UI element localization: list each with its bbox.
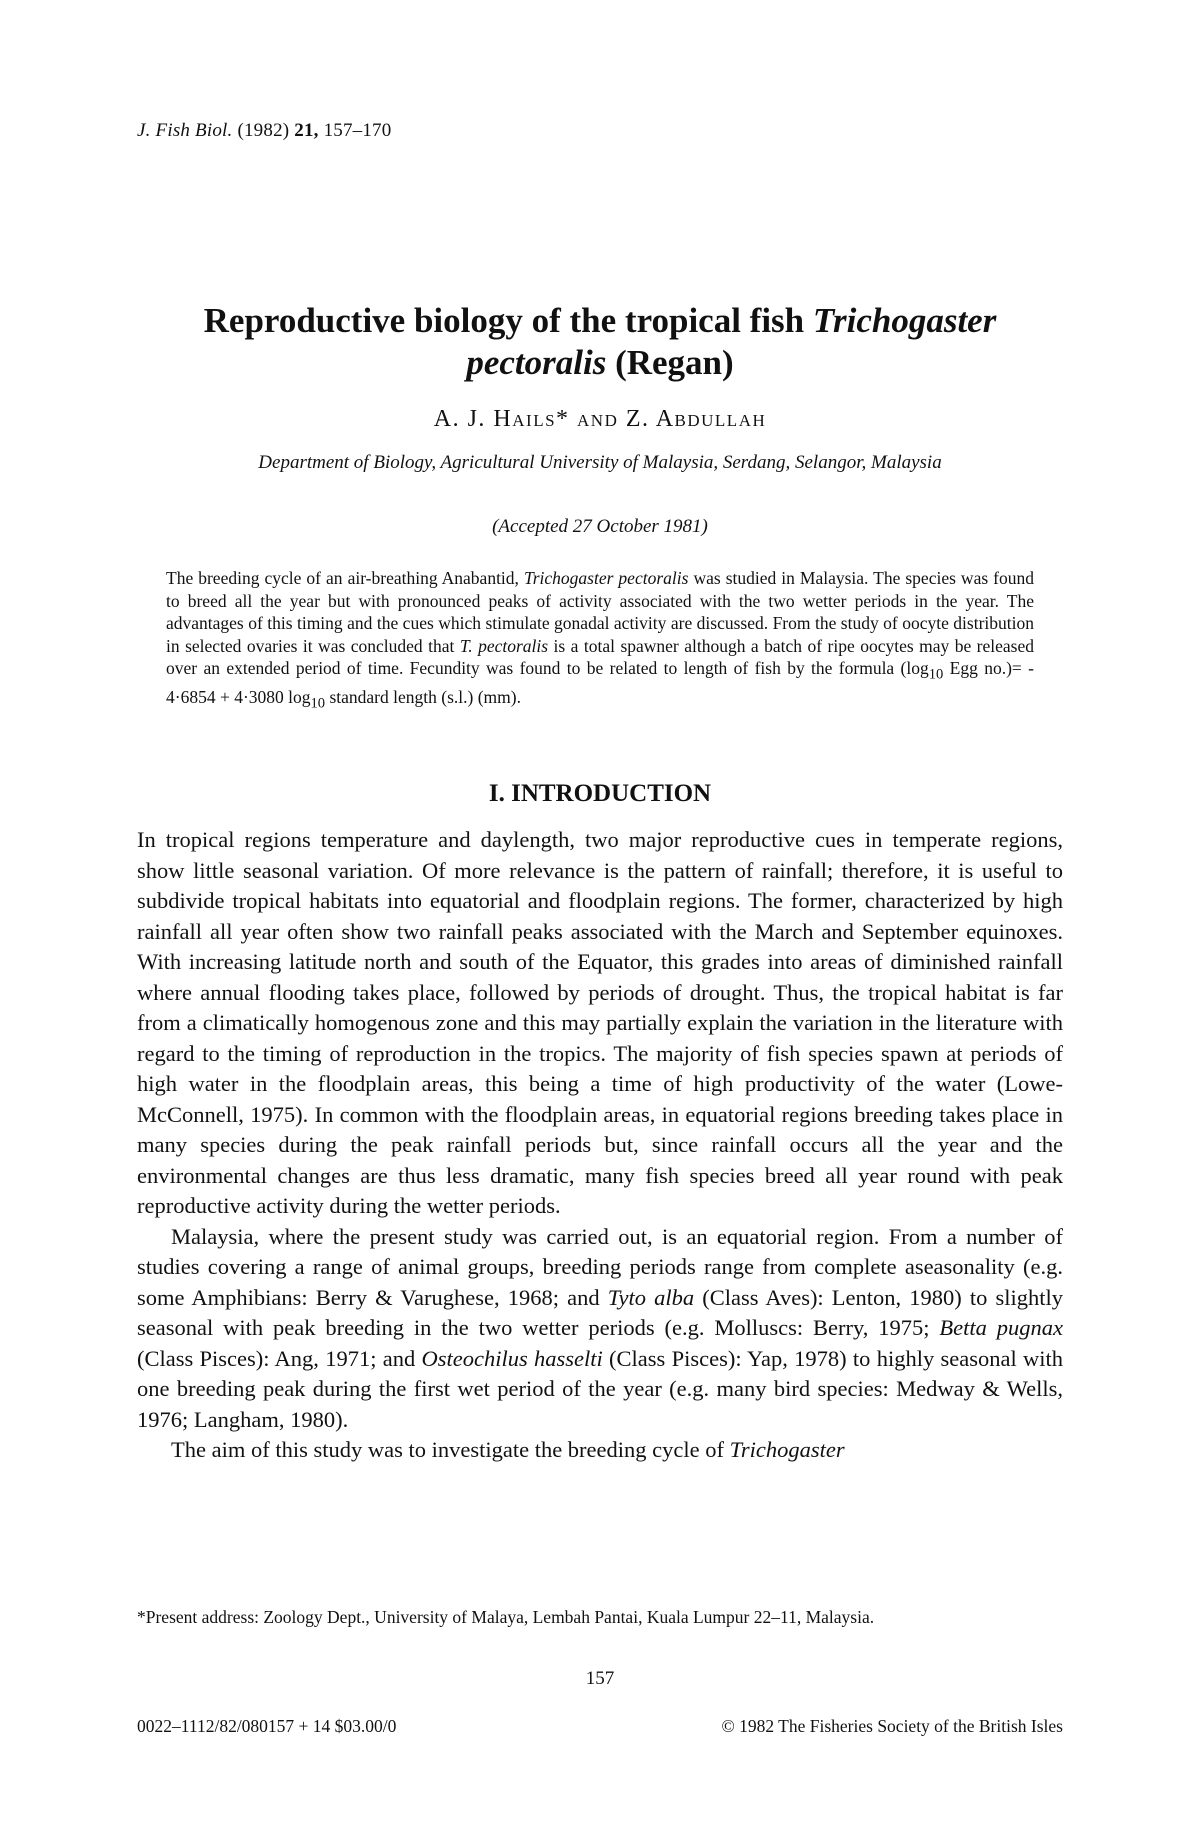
journal-name: J. Fish Biol. (137, 120, 233, 141)
footnote: *Present address: Zoology Dept., University of Malaya, Lembah Pantai, Kuala Lumpur 22–11, Malaysia. (137, 1607, 875, 1627)
paragraph-text: (Class Pisces): Yap, 1978) to highly seasonal with one breeding peak during the first wet period of the year (e.g. many bird species: Medway & Wells, 1976; Langham, 1980). (137, 1345, 1063, 1432)
paragraph: In tropical regions temperature and daylength, two major reproductive cues in temperate regions, show little seasonal variation. Of more relevance is the pattern of rainfall; therefore, it is useful to subdivide tropical habitats into equatorial and floodplain regions. The former, characterized by high rainfall all year often show two rainfall peaks associated with the March and September equinoxes. With increasing latitude north and south of the Equator, this grades into areas of diminished rainfall where annual flooding takes place, followed by periods of drought. Thus, the tropical habitat is far from a climatically homogenous zone and this may partially explain the variation in the literature with regard to the timing of reproduction in the tropics. The majority of fish species spawn at periods of high water in the floodplain areas, this being a time of high productivity of the water (Lowe-McConnell, 1975). In common with the floodplain areas, in equatorial regions breeding takes place in many species during the peak rainfall periods but, since rainfall occurs all the year and the environmental changes are thus less dramatic, many fish species breed all year round with peak reproductive activity during the wetter periods. (137, 827, 1063, 1218)
paragraph-text: (Class Pisces): Ang, 1971; and (137, 1345, 422, 1371)
abstract-species: Trichogaster pectoralis (523, 568, 689, 588)
authors: A. J. Hails* and Z. Abdullah (433, 406, 767, 432)
abstract (166, 567, 1034, 716)
log-subscript: 10 (310, 695, 326, 712)
affiliation: Department of Biology, Agricultural University of Malaysia, Serdang, Selangor, Malaysia (258, 452, 942, 473)
abstract-species: T. pectoralis (459, 635, 549, 656)
issn-code: 0022–1112/82/080157 + 14 $03.00/0 (137, 1716, 397, 1736)
abstract-text: is a total spawner although a batch of ripe oocytes may be released over an extended period of time. Fecundity was found to be related to length of fish by the formula (log (166, 635, 1034, 679)
species-name: Osteochilus hasselti (421, 1345, 603, 1371)
abstract-text: Egg no.)= - 4·6854 + 4·3080 log (166, 658, 1034, 708)
paragraph-text: Malaysia, where the present study was carried out, is an equatorial region. From a number of studies covering a range of animal groups, breeding periods range from complete aseasonality (e.g. some Amphibians: Berry & Varughese, 1968; and (137, 1223, 1063, 1310)
abstract-text: was studied in Malaysia. The species was found to breed all the year but with pronounced peaks of activity associated with the two wetter periods in the year. The advantages of this timing and the cues which stimulate gonadal activity are discussed. From the study of oocyte distribution in selected ovaries it was concluded that (166, 568, 1035, 656)
abstract-text: standard length (s.l.) (mm). (325, 687, 521, 708)
accepted-date: (Accepted 27 October 1981) (492, 516, 708, 537)
journal-volume: 21, (294, 120, 319, 141)
running-head (137, 120, 391, 142)
journal-pages: 157–170 (323, 120, 392, 141)
species-name: Betta pugnax (939, 1315, 1063, 1340)
journal-year: (1982) (237, 120, 290, 141)
paragraph (137, 1435, 1063, 1466)
article-title (137, 300, 1063, 384)
paragraph (137, 1222, 1063, 1436)
species-name: Tyto alba (607, 1284, 695, 1310)
paragraph-text: (Class Aves): Lenton, 1980) to slightly seasonal with peak breeding in the two wetter periods (e.g. Molluscs: Berry, 1975; (137, 1284, 1063, 1340)
page-number: 157 (585, 1668, 615, 1689)
title-suffix: (Regan) (606, 343, 734, 382)
paragraph-text: The aim of this study was to investigate the breeding cycle of (171, 1437, 730, 1462)
copyright: © 1982 The Fisheries Society of the British Isles (721, 1716, 1063, 1736)
log-subscript: 10 (928, 666, 944, 683)
title-text: Reproductive biology of the tropical fish (203, 301, 813, 340)
introduction-body (137, 825, 1063, 1466)
title-species: Trichogaster pectoralis (466, 301, 997, 382)
section-heading: I. INTRODUCTION (488, 780, 712, 807)
species-name: Trichogaster (729, 1437, 845, 1462)
abstract-text: The breeding cycle of an air-breathing Anabantid, (166, 568, 524, 588)
